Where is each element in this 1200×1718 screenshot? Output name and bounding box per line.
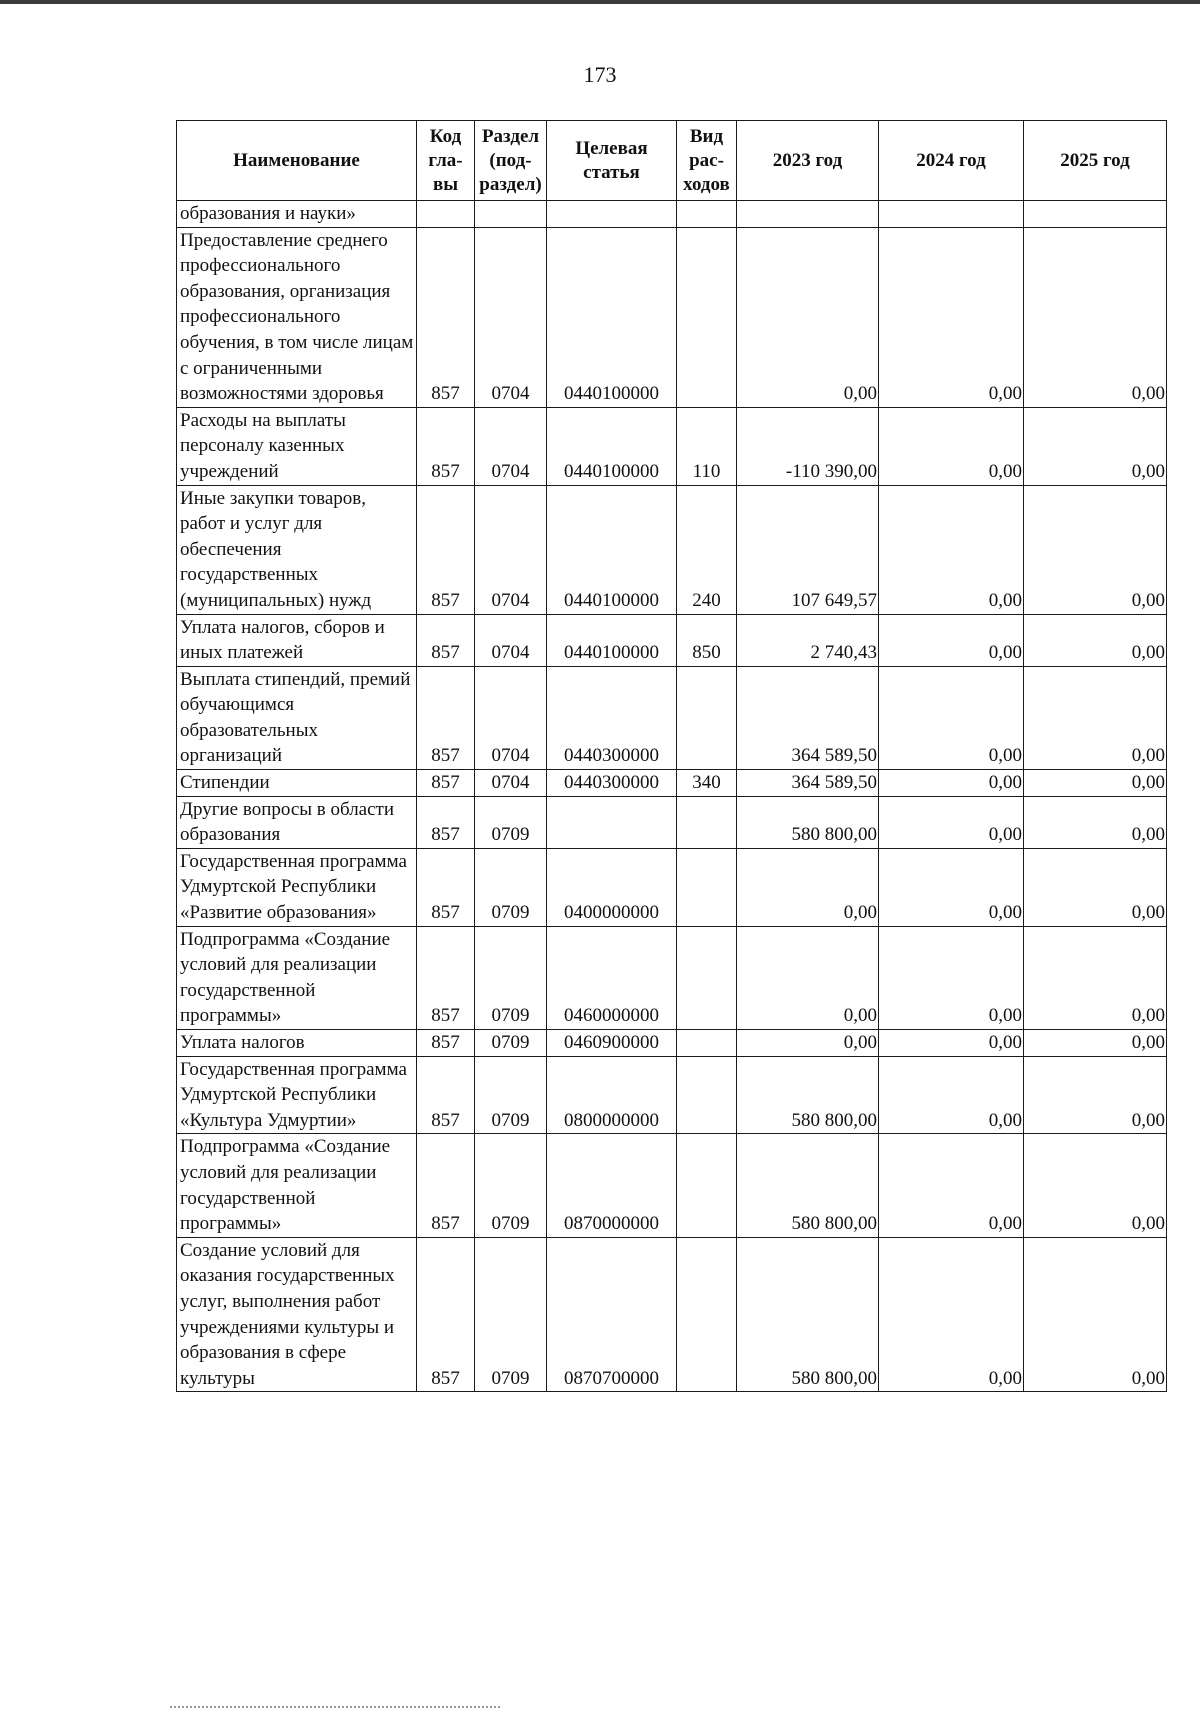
row-section: 0709 <box>475 1056 547 1134</box>
header-target-line: Целевая <box>575 137 648 159</box>
row-name: Стипендии <box>177 770 417 797</box>
header-type-line: Вид <box>689 125 724 147</box>
table-header <box>177 121 1167 201</box>
table-row <box>177 614 1167 666</box>
header-chapter-line: гла- <box>428 149 463 171</box>
row-2024: 0,00 <box>879 770 1024 797</box>
row-chapter: 857 <box>417 407 475 485</box>
row-2024: 0,00 <box>879 485 1024 614</box>
row-2024: 0,00 <box>879 666 1024 769</box>
row-type <box>677 926 737 1029</box>
row-2025: 0,00 <box>1024 1030 1167 1057</box>
row-2024: 0,00 <box>879 1030 1024 1057</box>
row-2025 <box>1024 201 1167 228</box>
row-2024: 0,00 <box>879 1237 1024 1392</box>
row-section: 0709 <box>475 1030 547 1057</box>
row-type <box>677 1237 737 1392</box>
row-2023: -110 390,00 <box>737 407 879 485</box>
header-target-line: статья <box>583 161 640 183</box>
row-type <box>677 796 737 848</box>
row-name: Уплата налогов <box>177 1030 417 1057</box>
header-name: Наименование <box>177 121 417 201</box>
row-2024: 0,00 <box>879 848 1024 926</box>
row-type: 240 <box>677 485 737 614</box>
row-target: 0440100000 <box>547 407 677 485</box>
row-chapter: 857 <box>417 770 475 797</box>
table-row <box>177 485 1167 614</box>
row-chapter: 857 <box>417 666 475 769</box>
row-name: образования и науки» <box>177 201 417 228</box>
row-name: Государственная программа Удмуртской Республики «Развитие образования» <box>177 848 417 926</box>
header-type-line: ходов <box>683 173 730 195</box>
row-2023: 364 589,50 <box>737 666 879 769</box>
row-target: 0460900000 <box>547 1030 677 1057</box>
row-chapter: 857 <box>417 796 475 848</box>
row-section: 0704 <box>475 614 547 666</box>
top-edge-rule <box>0 0 1200 4</box>
header-chapter-code <box>417 121 475 201</box>
row-chapter: 857 <box>417 485 475 614</box>
row-section: 0709 <box>475 1134 547 1237</box>
header-section-line: (под- <box>489 149 532 171</box>
header-target-article <box>547 121 677 201</box>
table-row <box>177 407 1167 485</box>
row-type <box>677 666 737 769</box>
row-2024: 0,00 <box>879 796 1024 848</box>
page-number: 173 <box>583 62 617 87</box>
row-2025: 0,00 <box>1024 227 1167 407</box>
header-section-line: раздел) <box>479 173 542 195</box>
row-2025: 0,00 <box>1024 770 1167 797</box>
row-2024: 0,00 <box>879 1056 1024 1134</box>
row-name: Выплата стипендий, премий обучающимся образовательных организаций <box>177 666 417 769</box>
row-name: Уплата налогов, сборов и иных платежей <box>177 614 417 666</box>
row-type <box>677 1056 737 1134</box>
row-2025: 0,00 <box>1024 796 1167 848</box>
row-section: 0704 <box>475 227 547 407</box>
row-2024: 0,00 <box>879 1134 1024 1237</box>
row-2023: 0,00 <box>737 1030 879 1057</box>
row-type <box>677 1134 737 1237</box>
row-name: Расходы на выплаты персоналу казенных учреждений <box>177 407 417 485</box>
row-chapter: 857 <box>417 926 475 1029</box>
row-target: 0870000000 <box>547 1134 677 1237</box>
row-2024: 0,00 <box>879 614 1024 666</box>
row-2025: 0,00 <box>1024 848 1167 926</box>
row-2023: 2 740,43 <box>737 614 879 666</box>
row-2023: 107 649,57 <box>737 485 879 614</box>
row-chapter <box>417 201 475 228</box>
row-type <box>677 201 737 228</box>
row-2025: 0,00 <box>1024 1134 1167 1237</box>
table-row <box>177 1030 1167 1057</box>
table-row <box>177 1056 1167 1134</box>
row-target: 0440300000 <box>547 666 677 769</box>
row-chapter: 857 <box>417 1134 475 1237</box>
row-target: 0440300000 <box>547 770 677 797</box>
row-section: 0704 <box>475 666 547 769</box>
row-target: 0440100000 <box>547 227 677 407</box>
row-2025: 0,00 <box>1024 1056 1167 1134</box>
row-type <box>677 848 737 926</box>
table-row <box>177 1134 1167 1237</box>
header-expense-type <box>677 121 737 201</box>
row-section: 0709 <box>475 926 547 1029</box>
row-2023: 364 589,50 <box>737 770 879 797</box>
row-2023: 0,00 <box>737 926 879 1029</box>
row-chapter: 857 <box>417 227 475 407</box>
row-2023: 580 800,00 <box>737 796 879 848</box>
row-2023: 580 800,00 <box>737 1134 879 1237</box>
row-target <box>547 796 677 848</box>
row-2023: 0,00 <box>737 848 879 926</box>
row-2024: 0,00 <box>879 227 1024 407</box>
row-target: 0400000000 <box>547 848 677 926</box>
row-chapter: 857 <box>417 1237 475 1392</box>
table-row <box>177 666 1167 769</box>
row-name: Предоставление среднего профессионального образования, организация профессионального обучения, в том числе лицам с ограниченными возможностями здоровья <box>177 227 417 407</box>
header-chapter-line: вы <box>432 173 459 195</box>
header-year-2023: 2023 год <box>737 121 879 201</box>
table-row <box>177 796 1167 848</box>
row-section <box>475 201 547 228</box>
row-section: 0709 <box>475 1237 547 1392</box>
row-2025: 0,00 <box>1024 407 1167 485</box>
row-chapter: 857 <box>417 1030 475 1057</box>
row-section: 0709 <box>475 848 547 926</box>
row-2023: 0,00 <box>737 227 879 407</box>
table-row <box>177 926 1167 1029</box>
row-2025: 0,00 <box>1024 1237 1167 1392</box>
bottom-scan-rule <box>170 1706 500 1710</box>
row-name: Подпрограмма «Создание условий для реализации государственной программы» <box>177 926 417 1029</box>
row-2023: 580 800,00 <box>737 1237 879 1392</box>
table-row <box>177 848 1167 926</box>
row-type: 110 <box>677 407 737 485</box>
table-body <box>177 201 1167 1392</box>
row-2025: 0,00 <box>1024 485 1167 614</box>
row-type: 340 <box>677 770 737 797</box>
row-chapter: 857 <box>417 848 475 926</box>
row-2025: 0,00 <box>1024 666 1167 769</box>
row-2023: 580 800,00 <box>737 1056 879 1134</box>
row-section: 0704 <box>475 485 547 614</box>
table-row <box>177 770 1167 797</box>
row-name: Государственная программа Удмуртской Республики «Культура Удмуртии» <box>177 1056 417 1134</box>
row-2023 <box>737 201 879 228</box>
row-name: Создание условий для оказания государственных услуг, выполнения работ учреждениями культуры и образования в сфере культуры <box>177 1237 417 1392</box>
row-section: 0704 <box>475 407 547 485</box>
row-target: 0870700000 <box>547 1237 677 1392</box>
header-chapter-line: Код <box>429 125 462 147</box>
table-row <box>177 201 1167 228</box>
row-target: 0800000000 <box>547 1056 677 1134</box>
header-section <box>475 121 547 201</box>
budget-table <box>176 120 1167 1392</box>
header-year-2024: 2024 год <box>879 121 1024 201</box>
table-row <box>177 227 1167 407</box>
header-year-2025: 2025 год <box>1024 121 1167 201</box>
row-type <box>677 1030 737 1057</box>
row-name: Подпрограмма «Создание условий для реализации государственной программы» <box>177 1134 417 1237</box>
header-section-line: Раздел <box>481 125 540 147</box>
row-target: 0460000000 <box>547 926 677 1029</box>
row-chapter: 857 <box>417 1056 475 1134</box>
row-2024: 0,00 <box>879 926 1024 1029</box>
row-2025: 0,00 <box>1024 614 1167 666</box>
row-2024 <box>879 201 1024 228</box>
row-type <box>677 227 737 407</box>
row-name: Иные закупки товаров, работ и услуг для обеспечения государственных (муниципальных) нужд <box>177 485 417 614</box>
table-row <box>177 1237 1167 1392</box>
row-2025: 0,00 <box>1024 926 1167 1029</box>
row-chapter: 857 <box>417 614 475 666</box>
row-section: 0704 <box>475 770 547 797</box>
row-target: 0440100000 <box>547 485 677 614</box>
row-2024: 0,00 <box>879 407 1024 485</box>
row-section: 0709 <box>475 796 547 848</box>
row-target: 0440100000 <box>547 614 677 666</box>
row-target <box>547 201 677 228</box>
row-type: 850 <box>677 614 737 666</box>
row-name: Другие вопросы в области образования <box>177 796 417 848</box>
header-type-line: рас- <box>689 149 724 171</box>
